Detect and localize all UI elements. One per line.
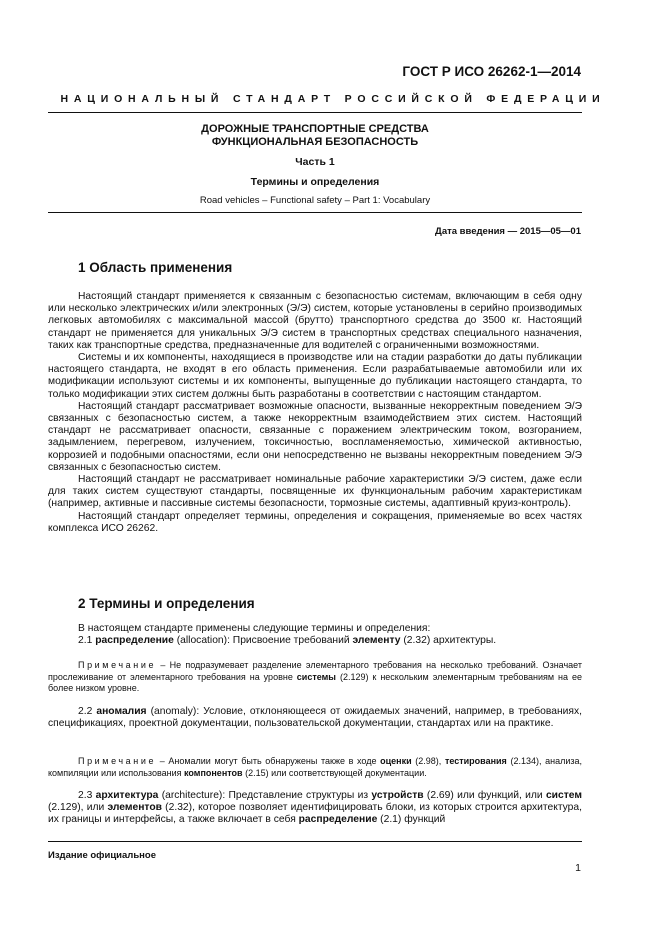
term-reference: элементу xyxy=(352,635,401,647)
paragraph: Настоящий стандарт применяется к связанным с безопасностью системам, включающим в себя одну или несколько электрических и/или электронных (Э/Э) систем, которые установлены в серийно производимых легковых автомобилях с максимальной массой (брутто) транспортного средства до 3500 кг. Настоящий стандарт не применяется для уникальных Э/Э систем в транспортных средствах специального назначения, таких как транспортные средства, предназначенные для водителей с ограниченными возможностями. xyxy=(48,291,582,351)
term-reference: компонентов xyxy=(184,767,243,778)
page-number: 1 xyxy=(575,862,581,874)
term-name: аномалия xyxy=(96,706,147,717)
term-text: (allocation): Присвоение требований xyxy=(173,635,353,647)
note-label: Примечание xyxy=(78,756,157,766)
term-reference: систем xyxy=(545,790,582,801)
term-paragraph xyxy=(48,790,582,827)
note-label: Примечание xyxy=(78,660,157,670)
standard-id: ГОСТ Р ИСО 26262-1—2014 xyxy=(402,64,581,79)
paragraph: В настоящем стандарте применены следующие термины и определения: xyxy=(78,623,431,634)
section-2-intro xyxy=(48,623,582,647)
paragraph: Системы и их компоненты, находящиеся в производстве или на стадии разработки до даты публикации настоящего стандарта, не входят в его область применения. Если разрабатываемые автомобили или их модификации используют системы и их компоненты, выпущенные до публикации настоящего стандарта, то только модификации этих систем должны быть разработаны в соответствии с настоящим стандартом. xyxy=(48,352,582,400)
term-number: 2.1 xyxy=(78,635,93,647)
document-title xyxy=(48,123,582,149)
term-name: распределение xyxy=(95,635,174,647)
term-reference: тестирования xyxy=(444,756,507,766)
note-text: (2.15) или соответствующей документации. xyxy=(242,767,427,778)
term-2-2 xyxy=(48,706,582,730)
term-number: 2.2 xyxy=(78,706,93,717)
term-text: (2.69) или функций, или xyxy=(423,790,546,801)
term-reference: распределение xyxy=(298,814,378,826)
term-text: (2.32), которое позволяет идентифицировать блоки, из которых строится архитектура, их границы и интерфейсы, а также включает в себя xyxy=(48,802,582,826)
term-2-3 xyxy=(48,790,582,827)
title-line-1: ДОРОЖНЫЕ ТРАНСПОРТНЫЕ СРЕДСТВА xyxy=(201,123,429,135)
paragraph: Настоящий стандарт рассматривает возможные опасности, вызванные некорректным поведением Э/Э связанных с безопасностью систем, а также некорректным взаимодействием этих систем. Настоящий стандарт не рассматривает опасности, связанные с поражением электрическим током, возгоранием, задымлением, перегревом, излучением, токсичностью, воспламеняемостью, химической активностью, коррозией и подобными опасностями, если они непосредственно не вызваны некорректным поведением Э/Э связанных с безопасностью систем. xyxy=(48,400,582,473)
part-label: Часть 1 xyxy=(295,156,335,168)
term-number: 2.3 xyxy=(78,790,93,801)
term-text: (anomaly): Условие, отклоняющееся от ожидаемых значений, например, в требованиях, спецификациях, проектной документации, пользовательской документации, стандартах или на практике. xyxy=(48,706,582,730)
note-text: – Не подразумевает разделение элементарного требования на несколько требований. Означает прослеживание от элементарного требования на уровне xyxy=(48,660,582,682)
note-text: (2.134), анализа, компиляции или использования xyxy=(48,756,582,778)
note-text: (2.98), xyxy=(411,756,445,766)
term-paragraph xyxy=(48,706,582,730)
edition-label: Издание официальное xyxy=(48,850,156,861)
term-reference: оценки xyxy=(380,756,412,766)
section-2-heading: 2 Термины и определения xyxy=(78,596,255,611)
footer-divider xyxy=(48,841,582,842)
term-reference: устройств xyxy=(371,790,424,801)
national-standard-banner: НАЦИОНАЛЬНЫЙ СТАНДАРТ РОССИЙСКОЙ ФЕДЕРАЦИИ xyxy=(60,93,606,105)
english-title: Road vehicles – Functional safety – Part 1: Vocabulary xyxy=(199,195,431,206)
paragraph: Настоящий стандарт определяет термины, определения и сокращения, применяемые во всех частях комплекса ИСО 26262. xyxy=(48,510,582,534)
term-reference: элементов xyxy=(107,802,162,814)
title-divider xyxy=(48,212,582,213)
paragraph: Настоящий стандарт не рассматривает номинальные рабочие характеристики Э/Э систем, даже если для таких систем существуют стандарты, посвященные их функциональным рабочим характеристикам (например, активные и пассивные системы безопасности, тормозные системы, адаптивный круиз-контроль). xyxy=(48,474,582,510)
note-text: – Аномалии могут быть обнаружены также в ходе xyxy=(156,756,381,766)
effective-date: Дата введения — 2015—05—01 xyxy=(435,226,581,237)
title-line-2: ФУНКЦИОНАЛЬНАЯ БЕЗОПАСНОСТЬ xyxy=(211,136,419,148)
section-1-body xyxy=(48,291,582,535)
term-text: (2.32) архитектуры. xyxy=(400,635,497,647)
term-text: (architecture): Представление структуры из xyxy=(158,790,372,801)
section-1-heading: 1 Область применения xyxy=(78,260,233,275)
term-reference: системы xyxy=(296,671,336,682)
note-text: (2.129) к нескольким элементарным требованиям на ее более низком уровне. xyxy=(48,671,582,693)
note-2-1 xyxy=(48,660,582,695)
note-2-2 xyxy=(48,756,582,779)
subtitle: Термины и определения xyxy=(250,176,380,188)
term-name: архитектура xyxy=(95,790,159,801)
top-divider xyxy=(48,112,582,113)
term-text: (2.129), или xyxy=(48,802,108,814)
term-text: (2.1) функций xyxy=(377,814,446,826)
term-2-1 xyxy=(48,635,582,647)
